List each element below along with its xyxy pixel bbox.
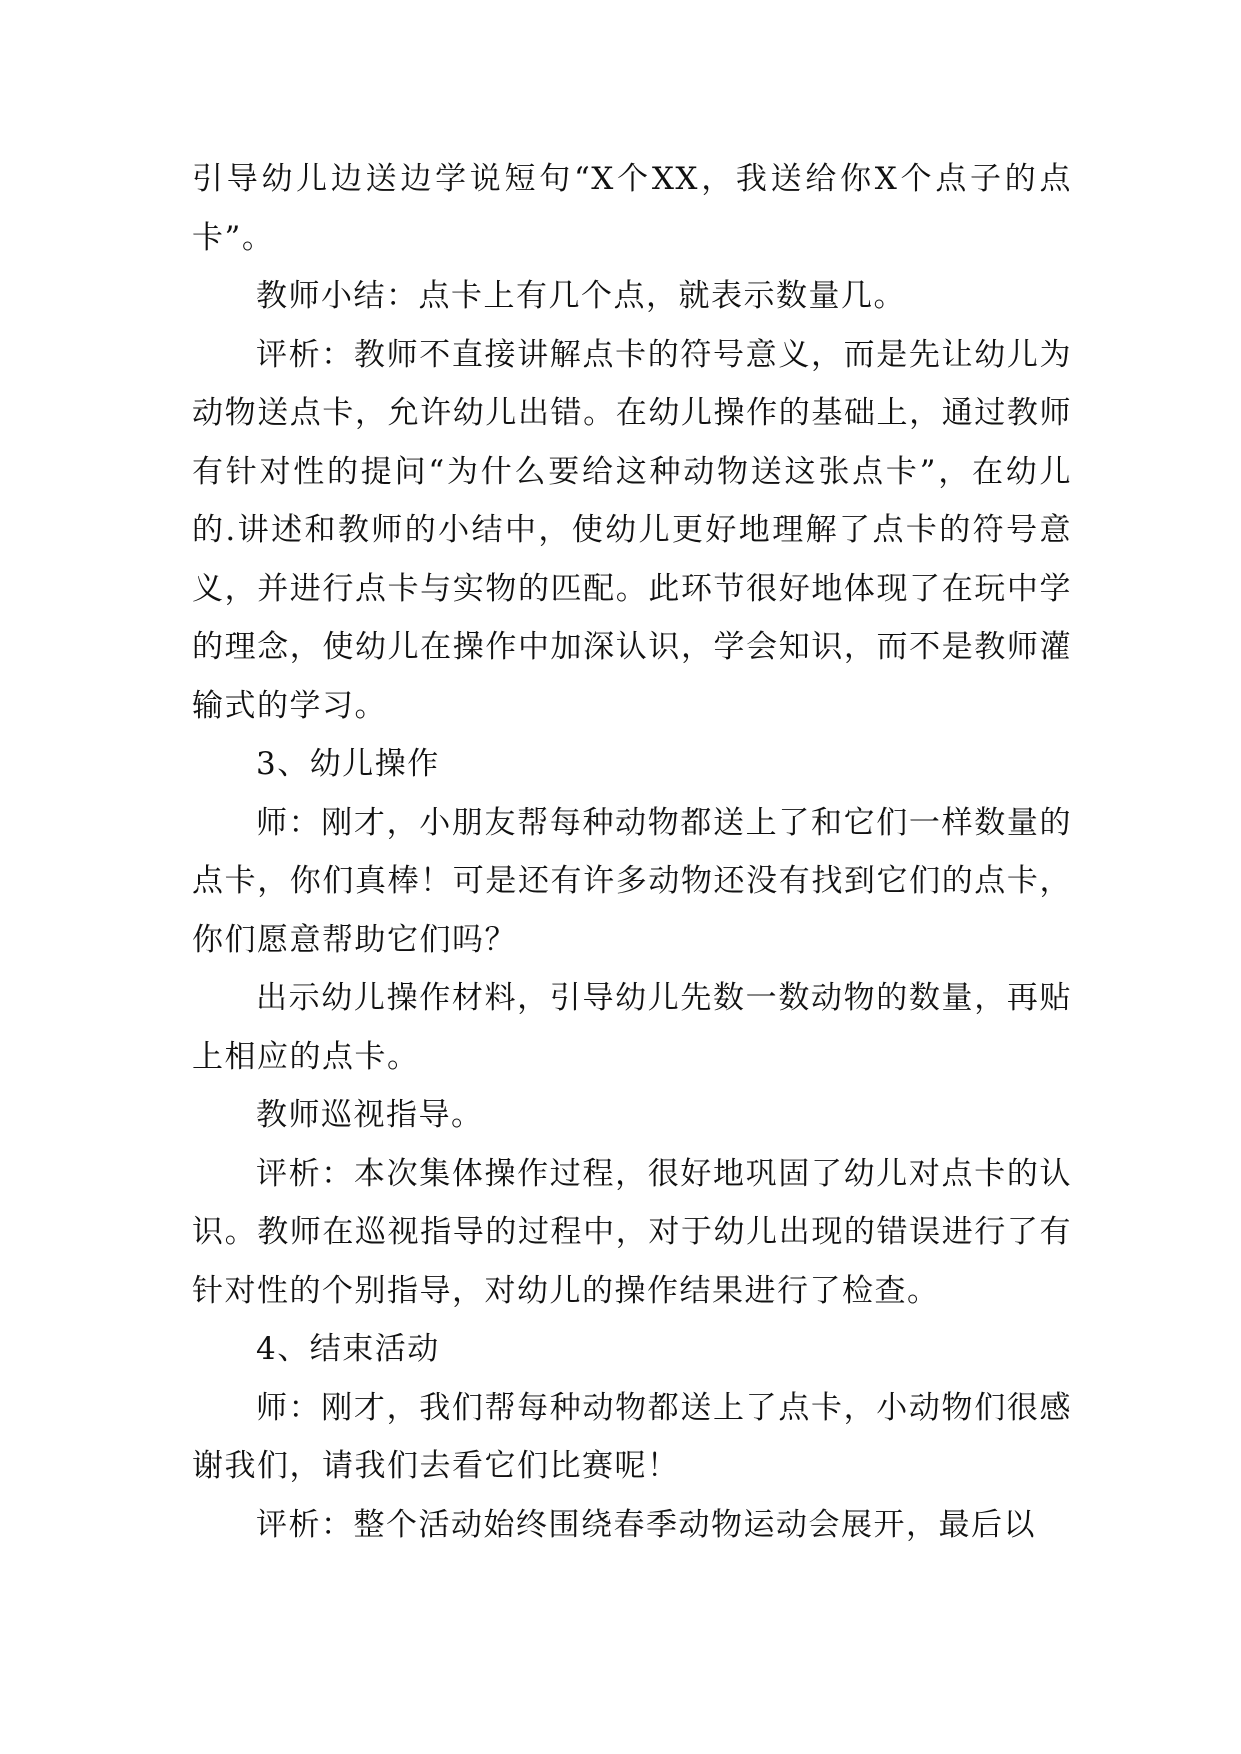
paragraph-10: 师：刚才，我们帮每种动物都送上了点卡，小动物们很感谢我们，请我们去看它们比赛呢！ [192, 1389, 1072, 1484]
paragraph-3: 评析：教师不直接讲解点卡的符号意义，而是先让幼儿为动物送点卡，允许幼儿出错。在幼儿操作的基础上，通过教师有针对性的提问“为什么要给这种动物送这张点卡”，在幼儿的.讲述和教师的小结中，使幼儿更好地理解了点卡的符号意义，并进行点卡与实物的匹配。此环节很好地体现了在玩中学的理念，使幼儿在操作中加深认识，学会知识，而不是教师灌输式的学习。 [192, 336, 1072, 724]
paragraph-2: 教师小结：点卡上有几个点，就表示数量几。 [256, 278, 906, 314]
section-heading-3: 3、幼儿操作 [256, 746, 440, 782]
paragraph-8: 评析：本次集体操作过程，很好地巩固了幼儿对点卡的认识。教师在巡视指导的过程中，对于幼儿出现的错误进行了有针对性的个别指导，对幼儿的操作结果进行了检查。 [192, 1155, 1072, 1309]
section-heading-4: 4、结束活动 [256, 1331, 440, 1367]
paragraph-6: 出示幼儿操作材料，引导幼儿先数一数动物的数量，再贴上相应的点卡。 [192, 980, 1072, 1075]
document-page [192, 150, 1072, 1554]
paragraph-1: 引导幼儿边送边学说短句“X个XX，我送给你X个点子的点卡”。 [192, 161, 1072, 256]
paragraph-11: 评析：整个活动始终围绕春季动物运动会展开，最后以 [256, 1506, 1036, 1543]
paragraph-5: 师：刚才，小朋友帮每种动物都送上了和它们一样数量的点卡，你们真棒！可是还有许多动物还没有找到它们的点卡，你们愿意帮助它们吗？ [192, 804, 1072, 958]
paragraph-7: 教师巡视指导。 [256, 1097, 484, 1133]
